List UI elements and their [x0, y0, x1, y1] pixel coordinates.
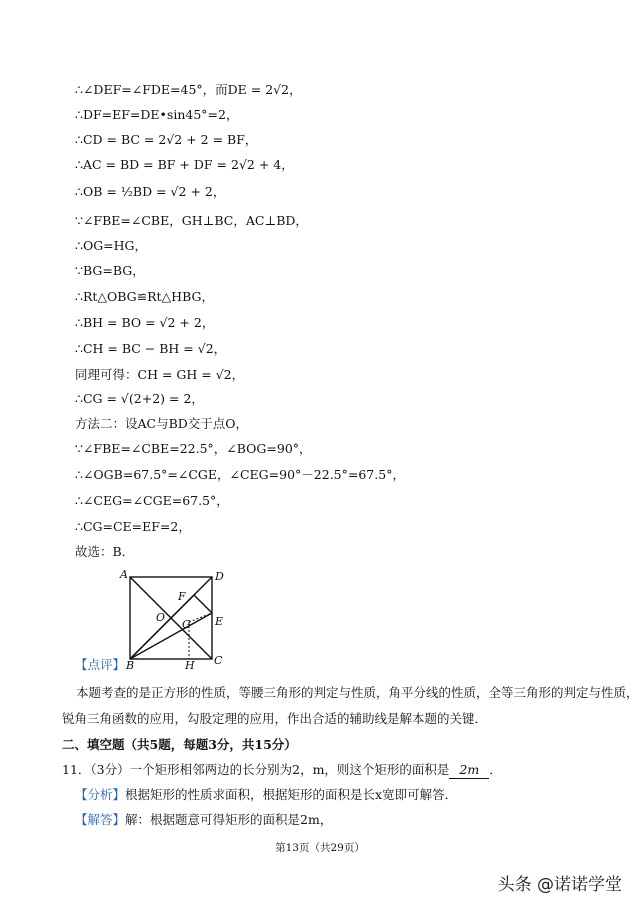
answer-blank: 2m	[449, 762, 489, 779]
segment-be	[130, 613, 212, 659]
step-line: ∴OG=HG，	[75, 238, 148, 253]
question-end: ．	[489, 762, 502, 777]
watermark: 头条 @诺诺学堂	[497, 875, 622, 895]
page-footer: 第13页（共29页）	[275, 842, 365, 854]
analysis-text: 根据矩形的性质求面积，根据矩形的面积是长x宽即可解答．	[125, 787, 458, 802]
step-line: ∴OB = ½BD = √2 + 2，	[75, 184, 226, 199]
step-line: ∴∠CEG=∠CGE=67.5°，	[75, 493, 229, 508]
label-g: G	[182, 618, 191, 631]
step-line: ∴CG=CE=EF=2，	[75, 519, 191, 534]
solution-label: 【解答】	[75, 812, 126, 827]
question-number: 11．	[62, 762, 91, 777]
dashed-ge	[189, 613, 212, 622]
label-o: O	[156, 611, 166, 624]
step-line: ∴AC = BD = BF + DF = 2√2 + 4，	[75, 157, 294, 172]
analysis-label: 【分析】	[75, 787, 126, 802]
step-line: 方法二：设AC与BD交于点O，	[75, 416, 249, 431]
step-line: ∵∠FBE=∠CBE=22.5°，∠BOG=90°，	[75, 441, 312, 456]
solution-text: 解：根据题意可得矩形的面积是2m，	[125, 812, 333, 827]
analysis-line	[75, 787, 457, 803]
solution-line	[75, 812, 332, 828]
step-line: 故选：B．	[75, 544, 135, 559]
label-f: F	[178, 590, 186, 603]
step-line: ∴CH = BC − BH = √2，	[75, 341, 227, 356]
step-line: ∴Rt△OBG≌Rt△HBG，	[75, 289, 214, 304]
review-tag	[75, 657, 125, 673]
review-paragraph	[62, 680, 639, 732]
label-a: A	[120, 568, 128, 581]
question-score: （3分）	[90, 762, 130, 777]
step-line: ∴DF=EF=DE•sin45°=2，	[75, 107, 239, 122]
step-line: ∴∠DEF=∠FDE=45°，而DE = 2√2，	[75, 82, 302, 97]
step-line: ∴BH = BO = √2 + 2，	[75, 315, 215, 330]
square-geometry-figure	[110, 565, 240, 675]
step-line: ∴CG = √(2+2) = 2，	[75, 391, 204, 406]
step-line: ∴CD = BC = 2√2 + 2 = BF，	[75, 132, 258, 147]
question-text: 一个矩形相邻两边的长分别为2，m，则这个矩形的面积是	[129, 762, 450, 777]
step-line: ∴∠OGB=67.5°=∠CGE，∠CEG=90°－22.5°=67.5°，	[75, 467, 405, 482]
label-b: B	[126, 659, 135, 672]
step-line: ∵∠FBE=∠CBE，GH⊥BC，AC⊥BD，	[75, 213, 308, 228]
segment-fe	[194, 595, 212, 613]
step-line: 同理可得：CH = GH = √2，	[75, 367, 245, 382]
review-line-2: 锐角三角函数的应用，勾股定理的应用，作出合适的辅助线是解本题的关键．	[62, 711, 488, 726]
step-line: ∵BG=BG，	[75, 263, 145, 278]
section-heading: 二、填空题（共5题，每题3分，共15分）	[62, 737, 297, 752]
label-c: C	[214, 654, 223, 667]
label-e: E	[215, 615, 224, 628]
label-h: H	[185, 659, 195, 672]
label-d: D	[215, 570, 224, 583]
review-line-1: 本题考查的是正方形的性质，等腰三角形的判定与性质，角平分线的性质，全等三角形的判定与性质，	[76, 685, 639, 700]
question-11	[62, 762, 502, 779]
review-label: 【点评】	[75, 657, 126, 672]
